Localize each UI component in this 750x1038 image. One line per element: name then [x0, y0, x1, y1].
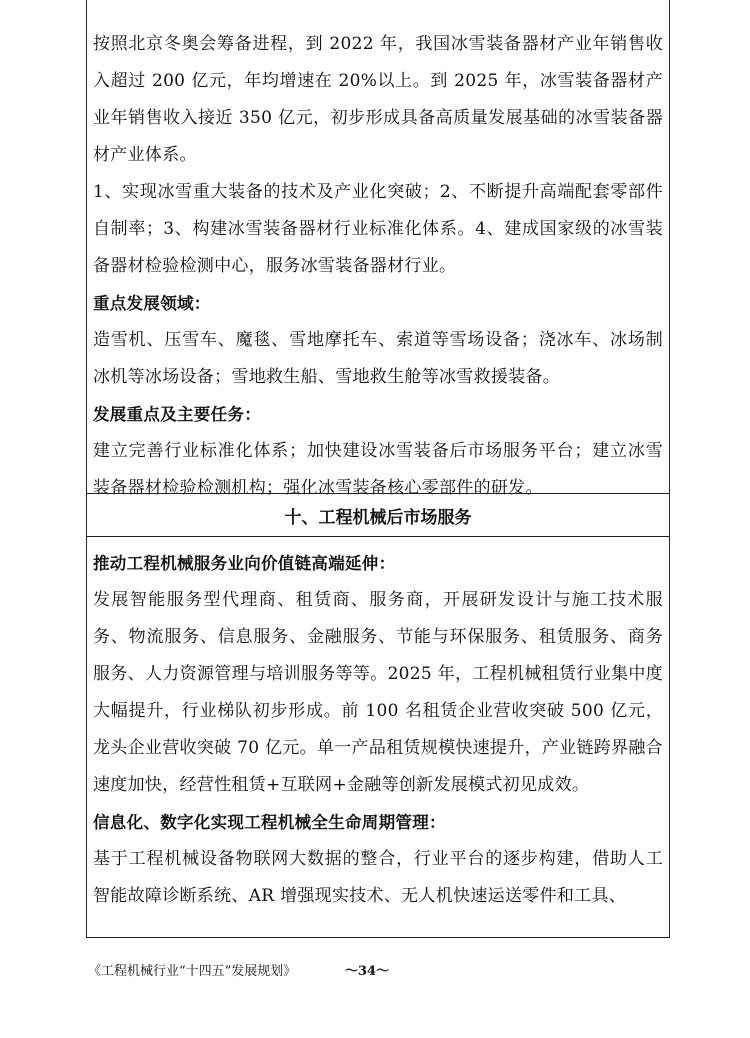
page-number: ～34～ [345, 964, 390, 979]
paragraph-key-areas: 造雪机、压雪车、魔毯、雪地摩托车、索道等雪场设备；浇冰车、冰场制冰机等冰场设备；雪地救生船、雪地救生舱等冰雪救援装备。 [93, 330, 663, 387]
table-cell-snow-equipment [87, 0, 669, 498]
table-cell-aftermarket [87, 537, 669, 937]
section-title-row [87, 493, 669, 537]
footer-document-title: 《工程机械行业“十四五”发展规划》 [88, 964, 297, 979]
document-table [86, 0, 670, 938]
heading-main-tasks: 发展重点及主要任务： [93, 405, 261, 424]
paragraph-goals: 1、实现冰雪重大装备的技术及产业化突破；2、不断提升高端配套零部件自制率；3、构建冰雪装备器材行业标准化体系。4、建成国家级的冰雪装备器材检验检测中心，服务冰雪装备器材行业。 [93, 182, 663, 276]
heading-value-chain: 推动工程机械服务业向价值链高端延伸： [93, 554, 396, 573]
paragraph-value-chain: 发展智能服务型代理商、租赁商、服务商，开展研发设计与施工技术服务、物流服务、信息服务、金融服务、节能与环保服务、租赁服务、商务服务、人力资源管理与培训服务等等。2025 年，工程机械租赁行业集中度大幅提升，行业梯队初步形成。前 100 名租赁企业营收突破 500 亿元，龙头企业营收突破 70 亿元。单一产品租赁规模快速提升，产业链跨界融合速度加快，经营性租赁+互联网+金融等创新发展模式初见成效。 [93, 590, 663, 795]
paragraph-targets: 按照北京冬奥会筹备进程，到 2022 年，我国冰雪装备器材产业年销售收入超过 200 亿元，年均增速在 20%以上。到 2025 年，冰雪装备器材产业年销售收入接近 350 亿元，初步形成具备高质量发展基础的冰雪装备器材产业体系。 [93, 34, 663, 165]
paragraph-lifecycle: 基于工程机械设备物联网大数据的整合，行业平台的逐步构建，借助人工智能故障诊断系统、AR 增强现实技术、无人机快速运送零件和工具、 [93, 849, 663, 906]
paragraph-main-tasks: 建立完善行业标准化体系；加快建设冰雪装备后市场服务平台；建立冰雪装备器材检验检测机构；强化冰雪装备核心零部件的研发。 [93, 441, 663, 498]
section-title: 十、工程机械后市场服务 [284, 507, 472, 528]
heading-lifecycle: 信息化、数字化实现工程机械全生命周期管理： [93, 813, 446, 832]
heading-key-areas: 重点发展领域： [93, 294, 211, 313]
